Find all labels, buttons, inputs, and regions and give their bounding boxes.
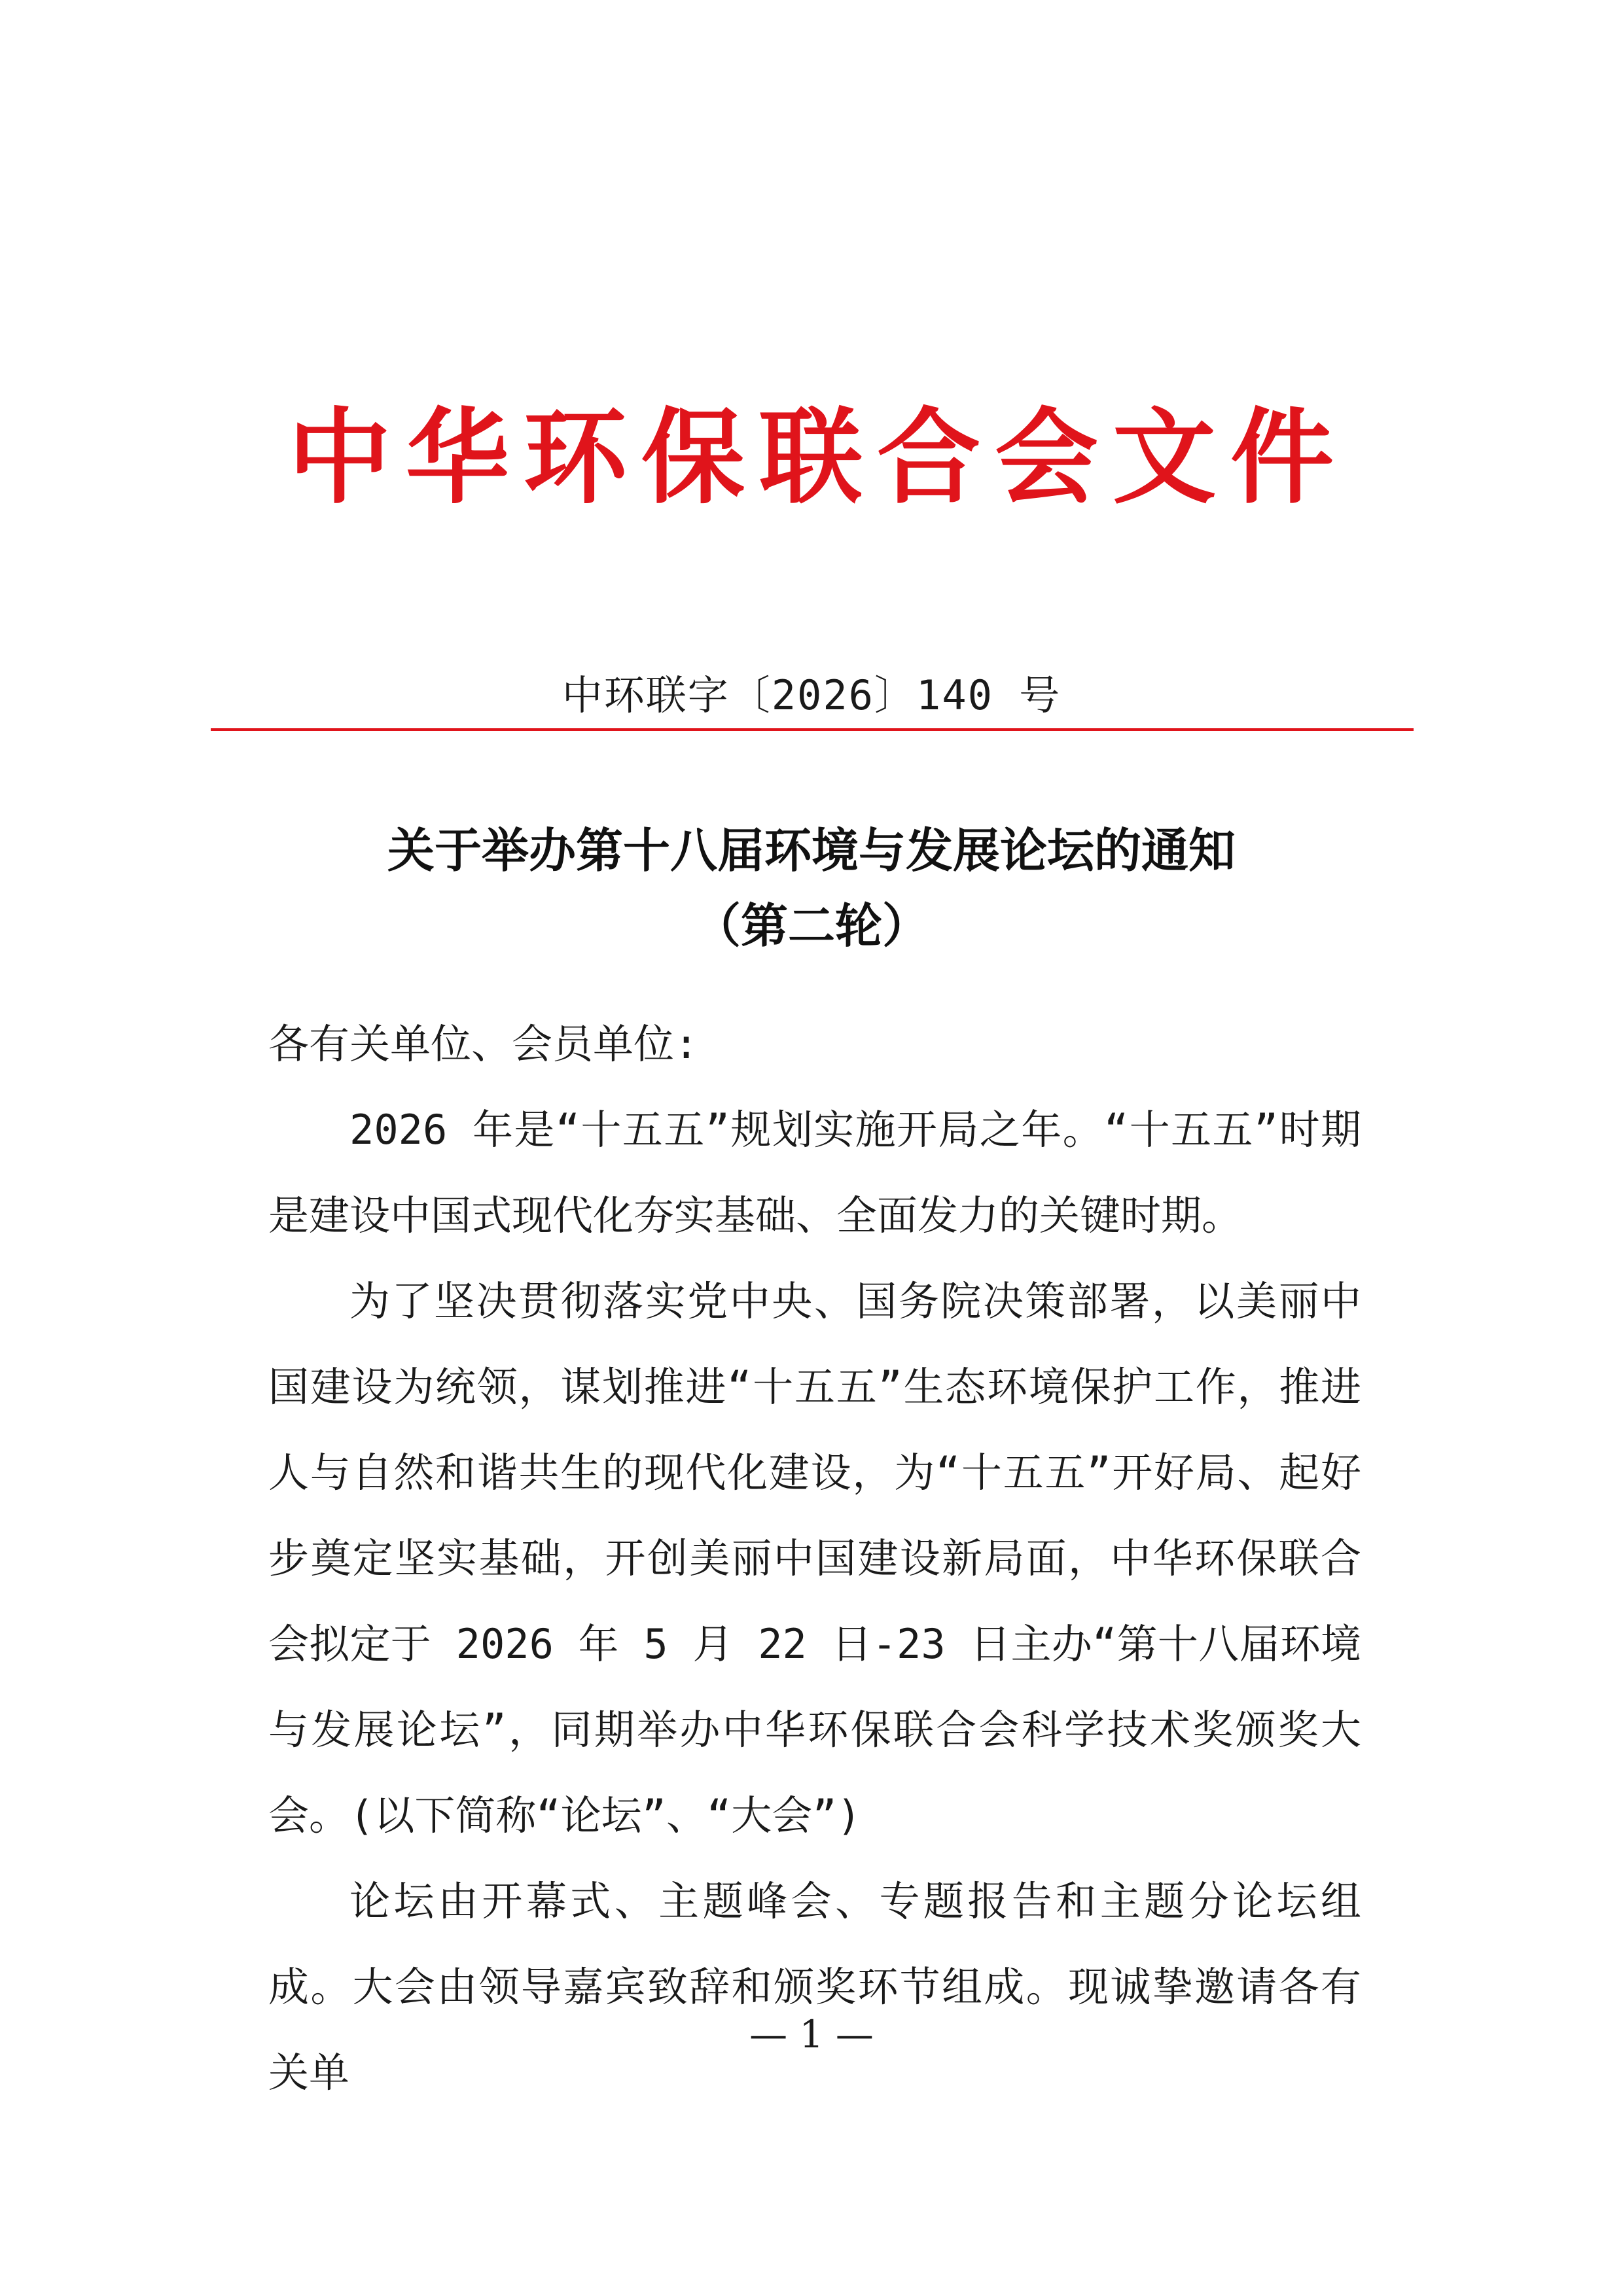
salutation: 各有关单位、会员单位: — [268, 1020, 699, 1068]
red-divider-line — [211, 728, 1414, 731]
body-text — [268, 1001, 1361, 2115]
paragraph-1: 2026 年是“十五五”规划实施开局之年。“十五五”时期是建设中国式现代化夯实基础、全面发力的关键时期。 — [268, 1106, 1361, 1239]
notice-subtitle: （第二轮） — [693, 898, 929, 953]
paragraph-2: 为了坚决贯彻落实党中央、国务院决策部署，以美丽中国建设为统领，谋划推进“十五五”生态环境保护工作，推进人与自然和谐共生的现代化建设，为“十五五”开好局、起好步奠定坚实基础，开创美丽中国建设新局面，中华环保联合会拟定于 2026 年 5 月 22 日-23 日主办“第十八届环境与发展论坛”，同期举办中华环保联合会科学技术奖颁奖大会。(以下简称“论坛”、“大会”) — [268, 1277, 1361, 1839]
document-number: 中环联字〔2026〕140 号 — [562, 671, 1061, 719]
page-number: — 1 — — [749, 2012, 874, 2057]
notice-title: 关于举办第十八届环境与发展论坛的通知 — [387, 822, 1236, 878]
paragraph-3: 论坛由开幕式、主题峰会、专题报告和主题分论坛组成。大会由领导嘉宾致辞和颁奖环节组成。现诚挚邀请各有关单 — [268, 1877, 1361, 2096]
document-header-title: 中华环保联合会文件 — [288, 397, 1348, 518]
